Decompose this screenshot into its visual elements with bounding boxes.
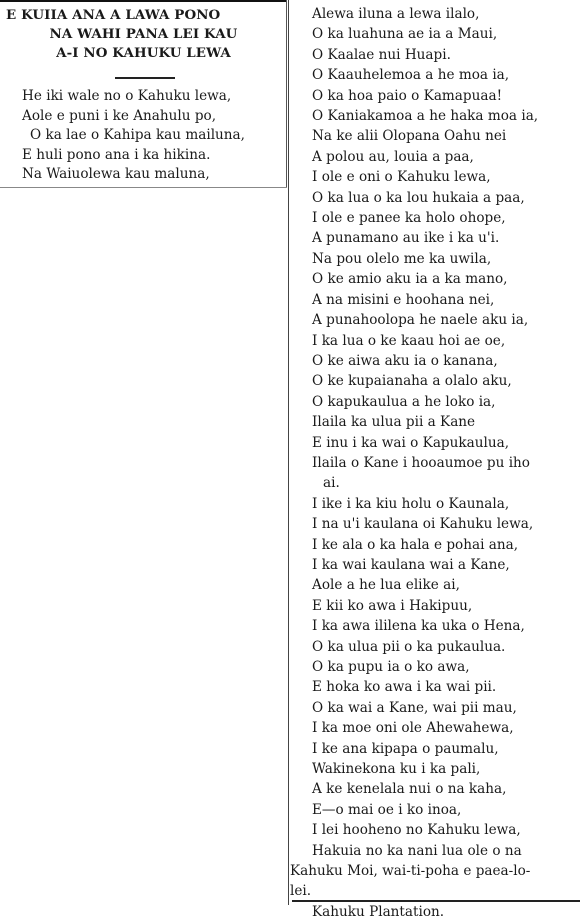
poem-column-left [0,87,287,185]
left-column [0,0,287,188]
top-rule [0,0,287,2]
poem-line: O ke kupaianaha a olalo aku, [312,373,512,390]
poem-line: O ke amio aku ia a ka mano, [312,271,508,288]
poem-line: E inu i ka wai o Kapukaulua, [312,434,510,451]
poem-line: O ka wai a Kane, wai pii mau, [312,699,517,716]
poem-line: lei. [290,883,312,900]
poem-line: O ka hoa paio o Kamapuaa! [312,87,503,104]
poem-line: Hakuia no ka nani lua ole o na [312,842,522,859]
poem-line: I ke ana kipapa o paumalu, [312,740,499,757]
right-column [288,0,584,920]
poem-line: Kahuku Moi, wai-ti-poha e paea-lo- [290,863,531,880]
poem-line: Alewa iluna a lewa ilalo, [312,6,480,22]
poem-line: E kii ko awa i Hakipuu, [312,597,473,614]
poem-line: E huli pono ana i ka hikina. [22,146,211,163]
poem-line: I ke ala o ka hala e pohai ana, [312,536,519,553]
poem-line: A polou au, louia a paa, [312,148,474,165]
poem-column-right [288,4,584,922]
poem-line: I ole e panee ka holo ohope, [312,210,506,227]
poem-line: O Kaauhelemoa a he moa ia, [312,67,510,84]
poem-line: ai. [323,475,340,492]
poem-line: I ka wai kaulana wai a Kane, [312,556,510,573]
poem-line: O Kaalae nui Huapi. [312,46,451,63]
poem-line: O kapukaulua a he loko ia, [312,393,496,410]
poem-line: A punahoolopa he naele aku ia, [312,312,529,329]
poem-line: O Kaniakamoa a he haka moa ia, [312,108,539,125]
poem-line: I ka lua o ke kaau hoi ae oe, [312,332,506,349]
poem-line: O ka lae o Kahipa kau mailuna, [30,127,245,143]
poem-line: E—o mai oe i ko inoa, [312,801,462,818]
poem-line: A ke kenelala nui o na kaha, [312,781,507,798]
title-underline [115,77,175,79]
poem-line: Na Waiuolewa kau maluna, [22,166,210,182]
poem-line: E hoka ko awa i ka wai pii. [312,679,497,696]
signature-line: Kahuku Plantation. [312,903,445,920]
poem-line: I ka moe oni ole Ahewahewa, [312,720,514,737]
poem-line: He iki wale no o Kahuku lewa, [22,88,232,104]
poem-line: Ilaila o Kane i hooaumoe pu iho [312,454,530,471]
title-line: NA WAHI PANA LEI KAU [49,26,238,42]
poem-line: Ilaila ka ulua pii a Kane [312,414,476,431]
poem-line: I lei hooheno no Kahuku lewa, [312,822,521,839]
poem-line: Aole e puni i ke Anahulu po, [22,107,217,124]
poem-line: I ike i ka kiu holu o Kaunala, [312,495,510,512]
bottom-rule [0,187,287,188]
poem-line: O ka luahuna ae ia a Maui, [312,26,498,43]
poem-line: I ole e oni o Kahuku lewa, [312,169,491,186]
poem-line: O ke aiwa aku ia o kanana, [312,352,498,369]
poem-line: Na ke alii Olopana Oahu nei [312,128,507,145]
poem-line: Aole a he lua elike ai, [312,577,460,594]
article-title [0,6,287,63]
poem-line: O ka ulua pii o ka pukaulua. [312,638,506,655]
poem-line: Wakinekona ku i ka pali, [312,761,481,778]
title-line: E KUIIA ANA A LAWA PONO [6,7,221,23]
poem-line: O ka pupu ia o ko awa, [312,659,470,675]
poem-line: A na misini e hoohana nei, [312,291,495,308]
poem-line: I na u'i kaulana oi Kahuku lewa, [312,516,534,533]
poem-line: Na pou olelo me ka uwila, [312,250,492,267]
poem-line: O ka lua o ka lou hukaia a paa, [312,189,525,206]
title-line: A-I NO KAHUKU LEWA [56,45,231,61]
poem-line: I ka awa ililena ka uka o Hena, [312,618,525,635]
poem-line: A punamano au ike i ka u'i. [312,230,500,247]
